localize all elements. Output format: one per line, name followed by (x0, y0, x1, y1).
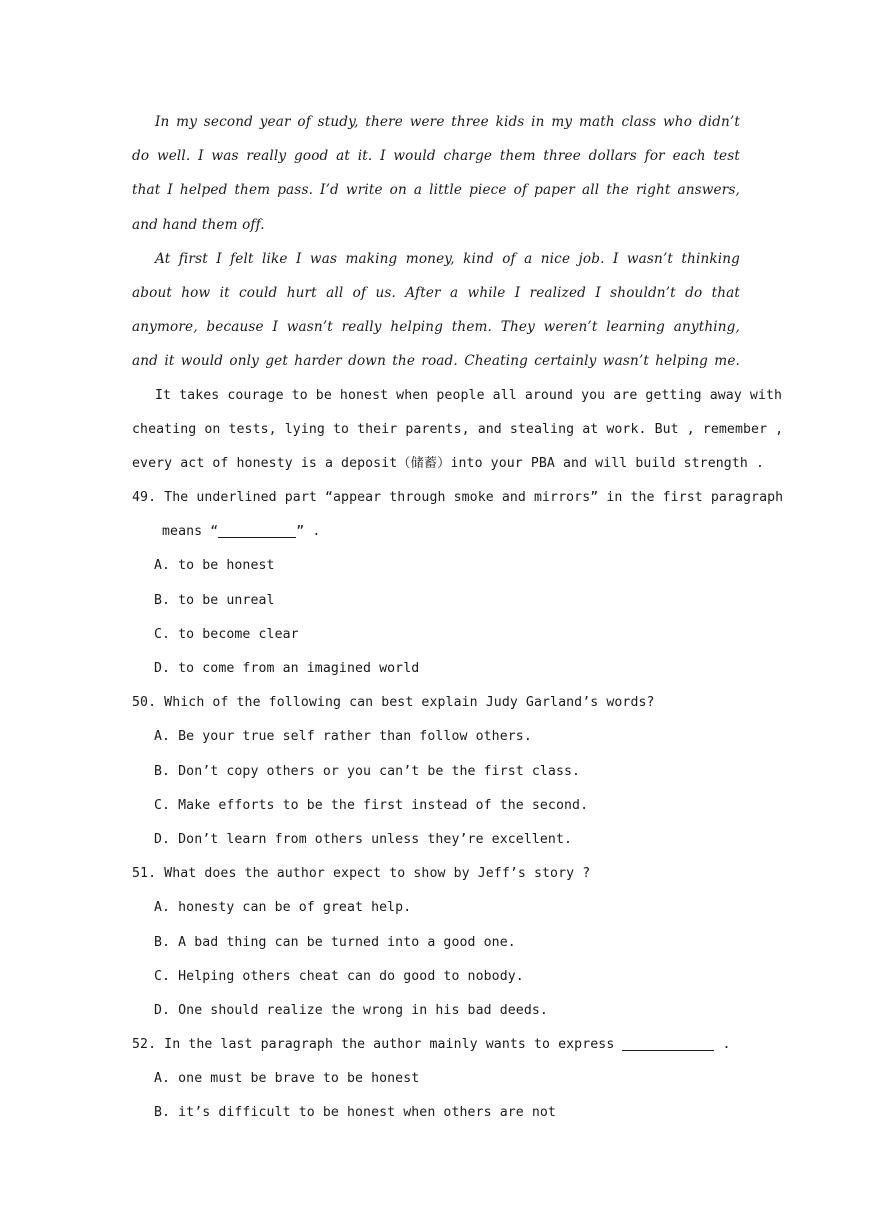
answer-blank (622, 1036, 714, 1051)
paragraph-line: anymore, because I wasn’t really helping them. They weren’t learning anything, (132, 319, 740, 336)
paragraph-line: and it would only get harder down the road. Cheating certainly wasn’t helping me. (132, 353, 740, 370)
paragraph-line: At first I felt like I was making money, kind of a nice job. I wasn’t thinking (155, 250, 740, 267)
document-page (132, 105, 784, 1131)
option-a: A. to be honest (154, 558, 275, 574)
option-c: C. Make efforts to be the first instead of the second. (154, 797, 589, 813)
paragraph-courage (132, 379, 784, 482)
question-52 (132, 1028, 740, 1131)
option-c: C. to become clear (154, 626, 299, 642)
option-b: B. to be unreal (154, 592, 275, 608)
option-d: D. to come from an imagined world (154, 661, 420, 676)
paragraph-realization (132, 242, 740, 379)
option-a: A. honesty can be of great help. (154, 900, 412, 916)
question-stem: 49. The underlined part “appear through smoke and mirrors” in the first paragraph (132, 490, 784, 506)
question-49 (132, 481, 784, 686)
paragraph-line: In my second year of study, there were three kids in my math class who didn’t (155, 114, 740, 130)
stem-text: means “ (162, 524, 219, 540)
question-51 (132, 857, 740, 1028)
answer-blank (218, 523, 296, 538)
question-50 (132, 686, 740, 857)
stem-text: 52. In the last paragraph the author mainly wants to express (132, 1037, 615, 1053)
stem-text: ” . (296, 524, 321, 540)
option-d: D. One should realize the wrong in his bad deeds. (154, 1002, 548, 1018)
paragraph-line: It takes courage to be honest when people all around you are getting away with (155, 387, 783, 403)
paragraph-line: cheating on tests, lying to their parents, and stealing at work. But , remember , (132, 421, 784, 437)
question-stem (132, 1028, 740, 1062)
option-c: C. Helping others cheat can do good to nobody. (154, 968, 524, 984)
paragraph-line: about how it could hurt all of us. After a while I realized I shouldn’t do that (132, 284, 740, 301)
paragraph-line: every act of honesty is a deposit（储蓄）into your PBA and will build strength . (132, 455, 764, 471)
option-b: B. A bad thing can be turned into a good one. (154, 934, 516, 950)
question-stem: 51. What does the author expect to show by Jeff’s story ? (132, 866, 591, 882)
option-b: B. Don’t copy others or you can’t be the first class. (154, 763, 581, 779)
paragraph-line: that I helped them pass. I’d write on a little piece of paper all the right answers, (132, 182, 740, 199)
question-stem-continuation (132, 515, 740, 549)
paragraph-cheating-story (132, 105, 740, 242)
stem-text: . (722, 1037, 731, 1053)
question-stem: 50. Which of the following can best explain Judy Garland’s words? (132, 695, 655, 711)
paragraph-line: do well. I was really good at it. I would charge them three dollars for each test (132, 148, 740, 165)
option-a: A. one must be brave to be honest (154, 1071, 420, 1087)
option-d: D. Don’t learn from others unless they’re excellent. (154, 831, 573, 847)
option-b: B. it’s difficult to be honest when others are not (154, 1105, 556, 1121)
option-a: A. Be your true self rather than follow others. (154, 729, 532, 745)
paragraph-line: and hand them off. (132, 216, 265, 233)
